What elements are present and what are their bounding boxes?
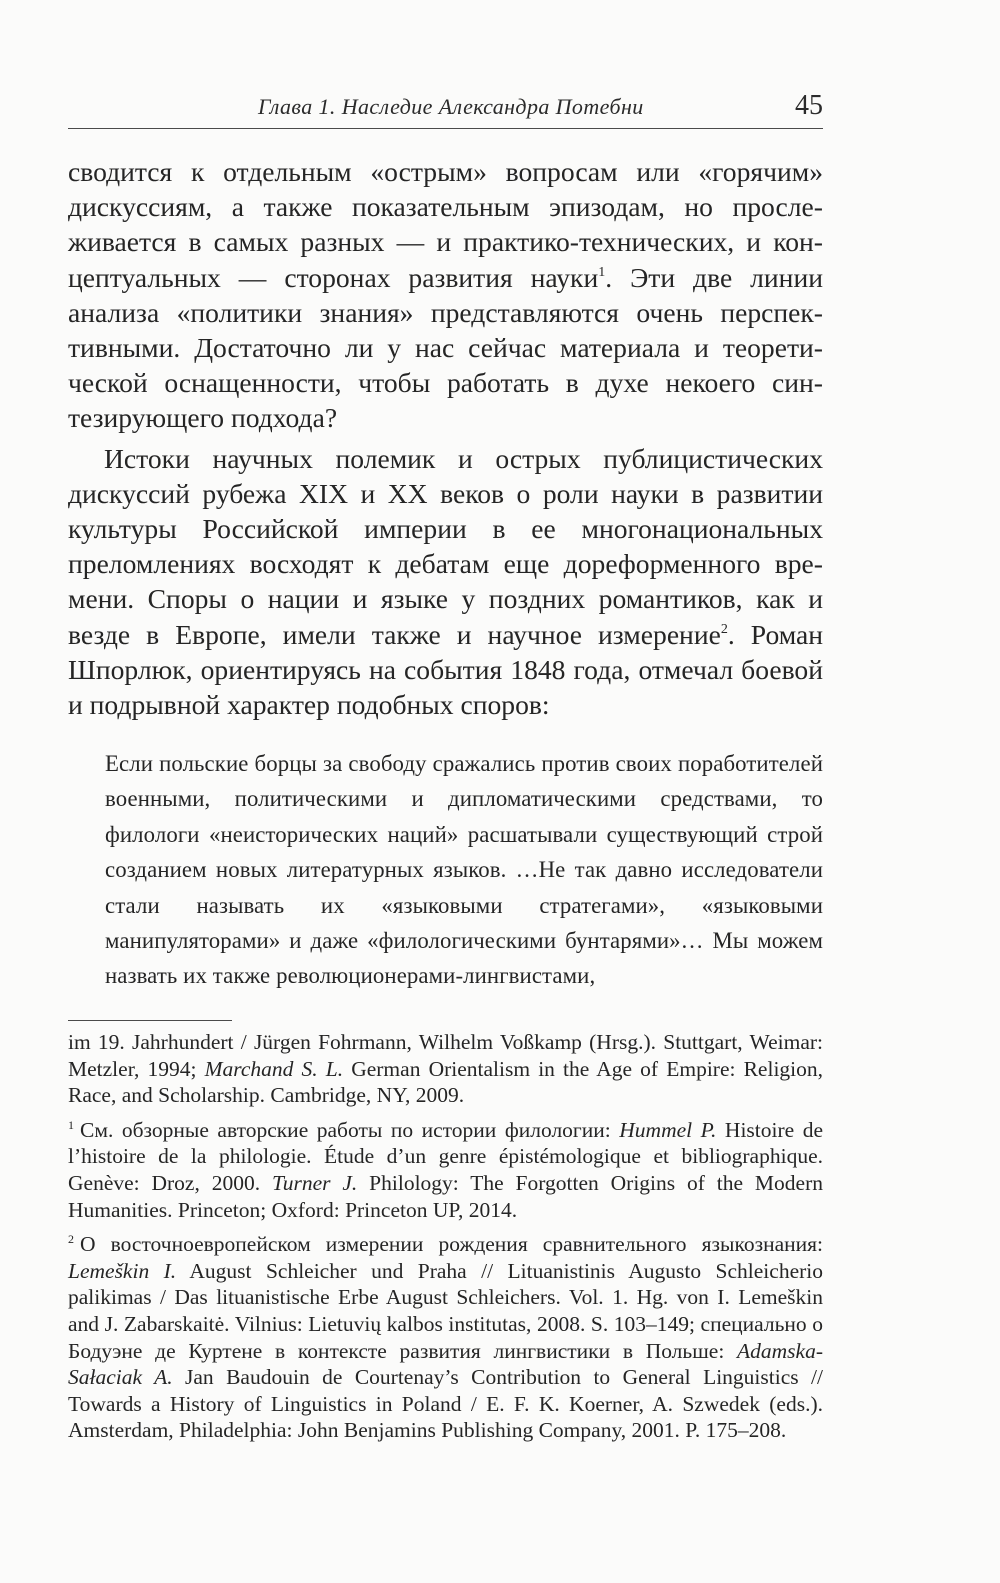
footnote-text: О восточноевропейском измерении рождения сравнительного языкознания: bbox=[80, 1232, 823, 1257]
footnote-text: Philology: The Forgotten Origins of the Modern Humanities. Princeton; Oxford: Princeton UP, 2014. bbox=[68, 1170, 823, 1222]
footnote-1 bbox=[68, 1117, 823, 1223]
paragraph-text: Истоки научных полемик и острых публицистических дискуссий рубежа XIX и XX веков о роли науки в развитии культуры Российской империи в ее многонациональных преломлениях восходят к дебатам еще дореформенного времени. Споры о нации и языке у поздних романтиков, как и везде в Европе, имели также и научное измерение bbox=[68, 442, 823, 650]
running-header bbox=[68, 92, 823, 129]
footnote-text: Jan Baudouin de Courtenay’s Contribution to General Linguistics // Towards a History of Linguistics in Poland / E. F. K. Koerner, A. Szwedek (eds.). Amsterdam, Philadelphia: John Benjamins Publishing Company, 2001. P. 175–208. bbox=[68, 1365, 823, 1443]
paragraph-text: . Роман Шпорлюк, ориентируясь на события 1848 года, отмечал боевой и подрывной характер подобных споров: bbox=[68, 618, 823, 721]
footnote-author: Adamska-Sałaciak A. bbox=[68, 1338, 823, 1390]
footnotes bbox=[68, 1029, 823, 1444]
footnote-text: August Schleicher und Praha // Lituanistinis Augusto Schleicherio palikimas / Das lituanistische Erbe August Schleichers. Vol. 1. Hg. von I. Lemeškin and J. Zabarskaitė. Vilnius: Lietuvių kalbos institutas, 2008. S. 103–149; специально о Бодуэне де Куртене в контексте развития лингвистики в Польше: bbox=[68, 1258, 823, 1363]
page-number: 45 bbox=[795, 90, 823, 121]
running-title: Глава 1. Наследие Александра Потебни bbox=[258, 94, 644, 119]
footnote-ref-1: 1 bbox=[598, 264, 606, 280]
footnote-continued bbox=[68, 1029, 823, 1109]
footnote-text: Histoire de l’histoire de la philologie. Étude d’un genre épistémologique et bibliographique. Genève: Droz, 2000. bbox=[68, 1117, 824, 1195]
paragraph-text: . Эти две линии анализа «политики знания» представляются очень перспективными. Достаточно ли у нас сейчас материала и теоретической оснащенности, чтобы работать в духе некоего синтезирующего подхода? bbox=[68, 261, 823, 434]
footnote-ref-2: 2 bbox=[720, 621, 728, 637]
main-text bbox=[68, 154, 823, 722]
footnote-text: German Orientalism in the Age of Empire: Religion, Race, and Scholarship. Cambridge, NY, 2009. bbox=[68, 1056, 824, 1108]
footnote-mark: 1 bbox=[68, 1117, 74, 1132]
footnote-divider bbox=[68, 1020, 232, 1021]
footnote-mark: 2 bbox=[68, 1232, 74, 1247]
footnote-text: См. обзорные авторские работы по истории филологии: bbox=[80, 1117, 620, 1142]
footnote-text: im 19. Jahrhundert / Jürgen Fohrmann, Wilhelm Voßkamp (Hrsg.). Stuttgart, Weimar: Metzler, 1994; bbox=[68, 1030, 823, 1081]
paragraph-continued bbox=[68, 154, 823, 436]
paragraph-text: сводится к отдельным «острым» вопросам или «горячим» дискуссиям, а также показательным эпизодам, но прослеживается в самых разных — и практико-технических, и концептуальных — сторонах развития науки bbox=[68, 156, 823, 293]
footnote-author: Turner J. bbox=[271, 1170, 358, 1195]
footnote-2 bbox=[68, 1231, 823, 1444]
footnote-author: Lemeškin I. bbox=[68, 1258, 177, 1283]
paragraph bbox=[68, 441, 823, 723]
footnote-author: Marchand S. L. bbox=[204, 1056, 344, 1081]
footnote-author: Hummel P. bbox=[619, 1117, 717, 1142]
block-quote: Если польские борцы за свободу сражались против своих поработителей военными, политическими и дипломатическими средствами, то филологи «неисторических наций» расшатывали существующий строй созданием новых литературных языков. …Не так давно исследователи стали называть их «языковыми стратегами», «языковыми манипуляторами» и даже «филологическими бунтарями»… Мы можем назвать их также революционерами-лингвистами, bbox=[105, 751, 823, 989]
